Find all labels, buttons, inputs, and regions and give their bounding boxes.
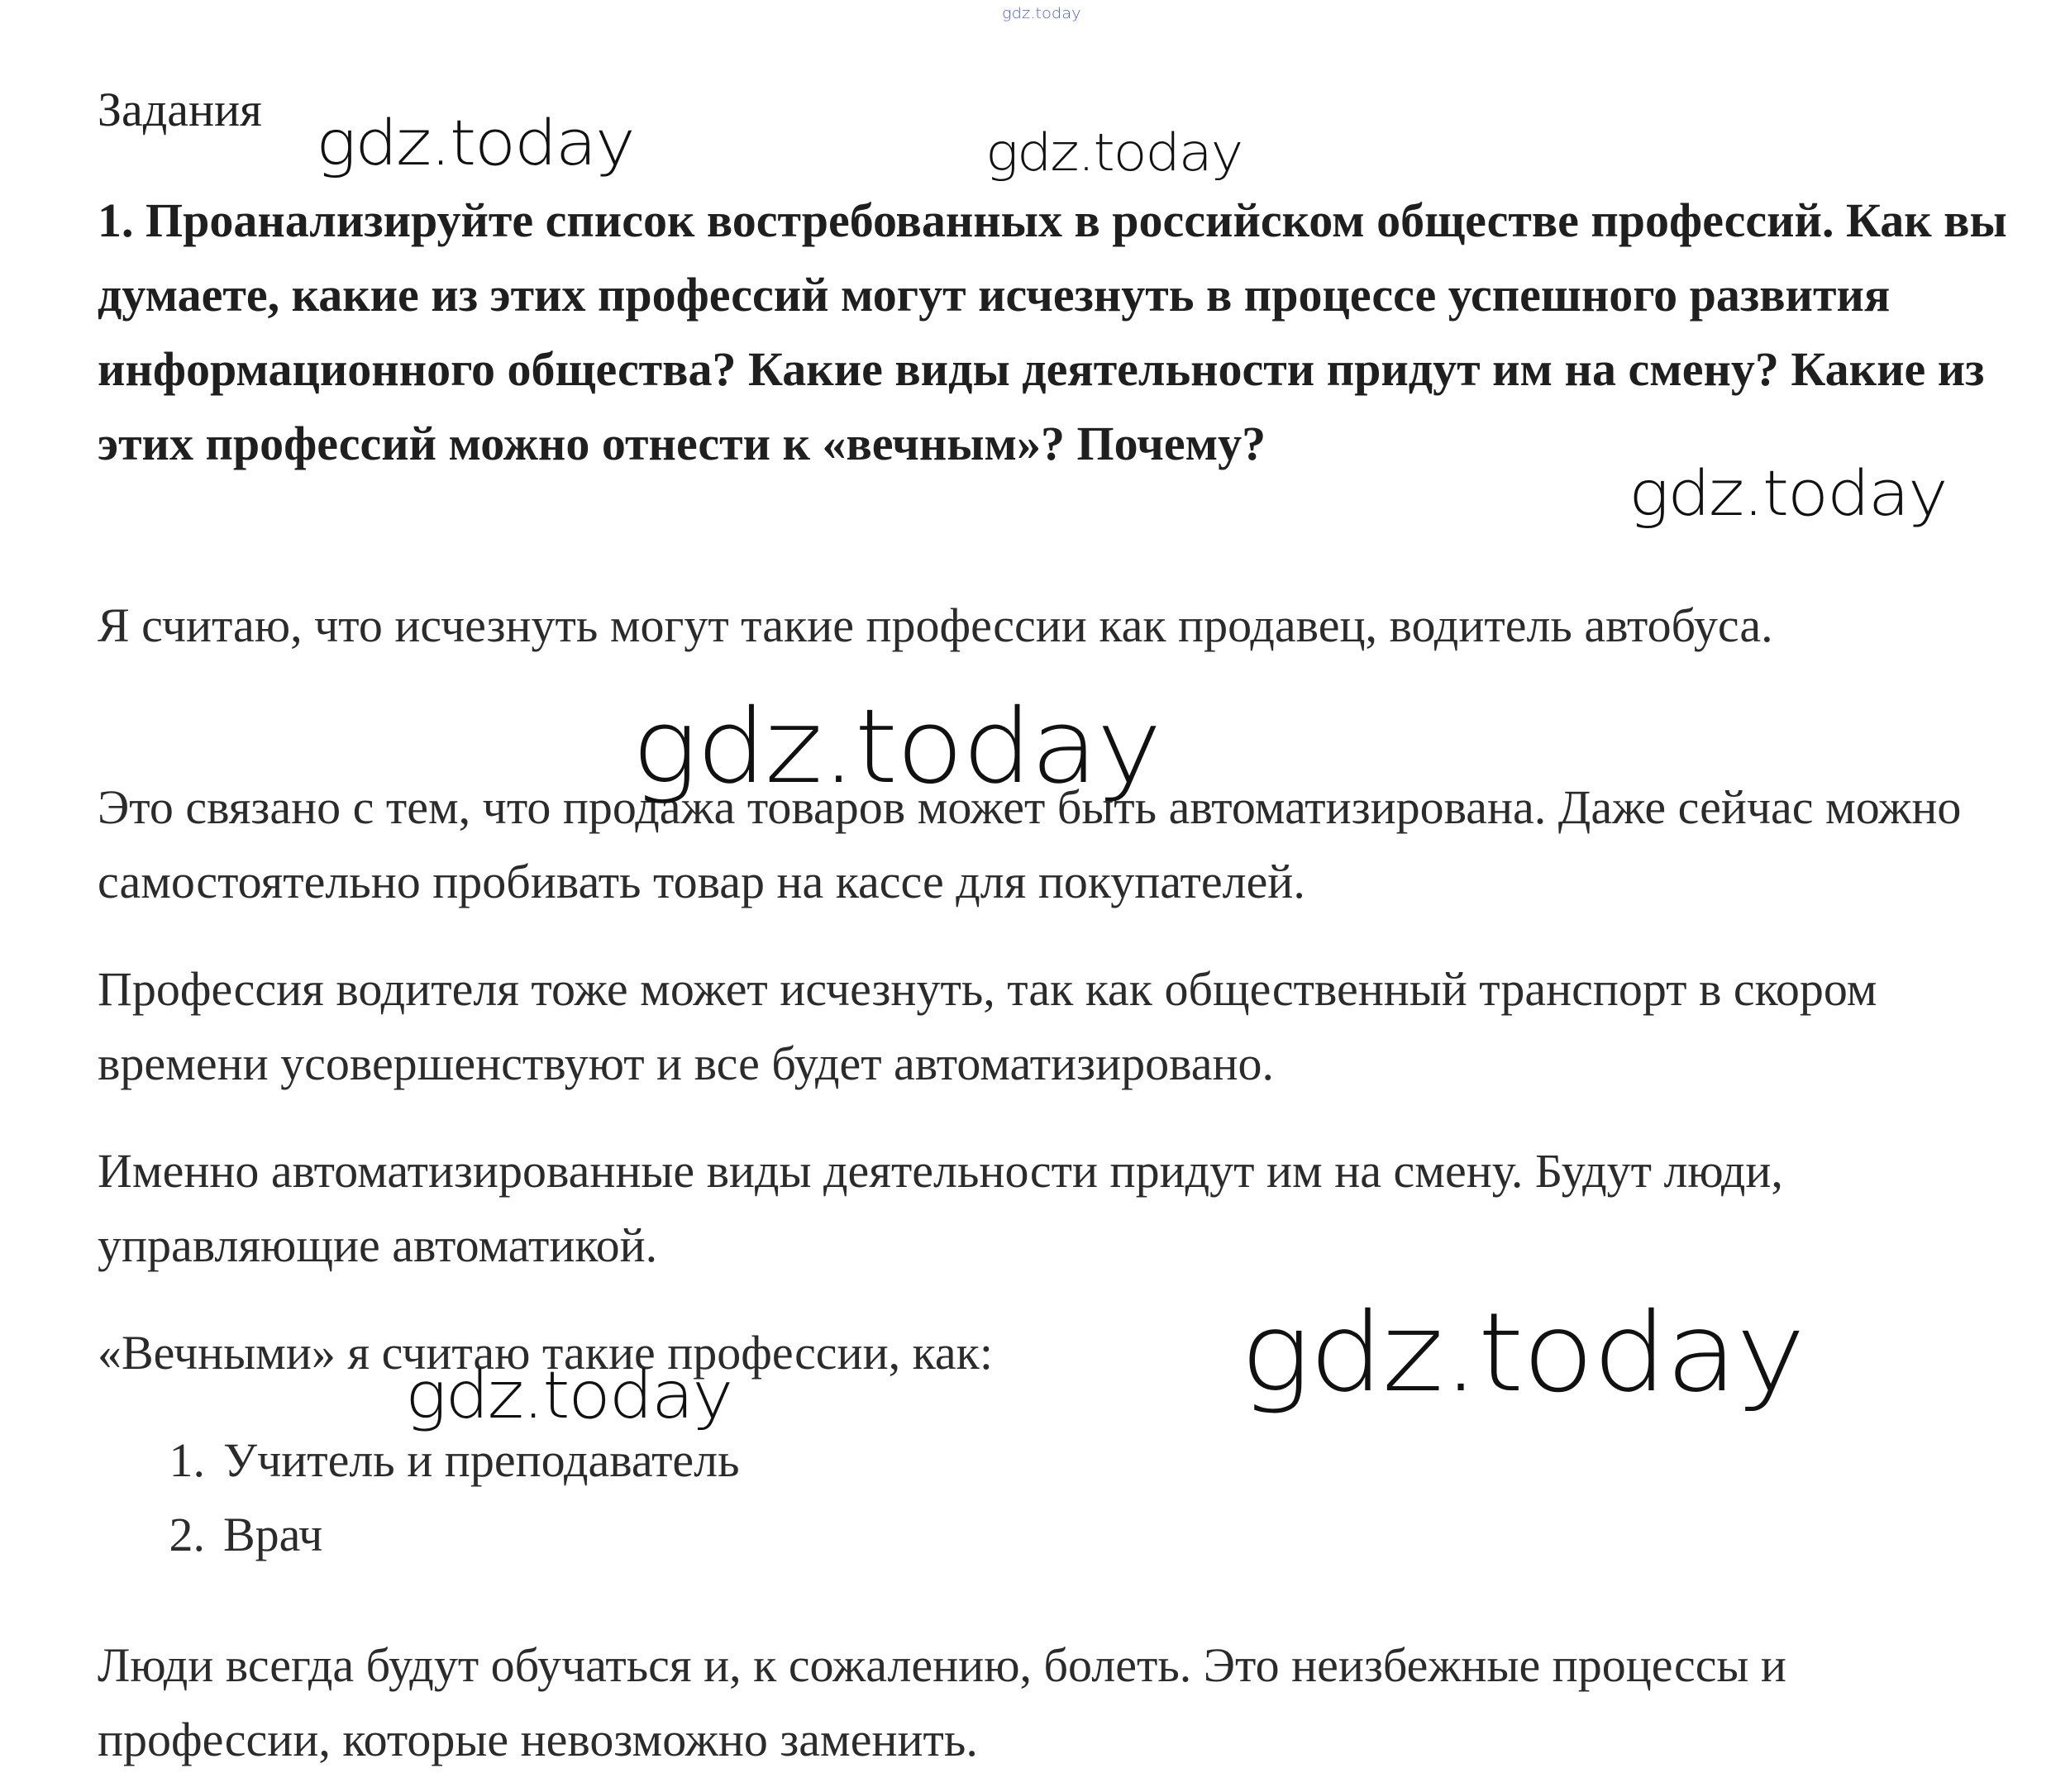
answer-paragraph-3: Профессия водителя тоже может исчезнуть, так как общественный транспорт в скором времени усовершенствуют и все будет автоматизировано. <box>98 962 1877 1090</box>
section-heading: Задания <box>98 83 262 136</box>
site-watermark: gdz.today <box>985 122 1243 183</box>
list-item <box>162 1498 740 1572</box>
list-item-number: 1. <box>169 1433 205 1487</box>
answer-paragraph-4: Именно автоматизированные виды деятельности придут им на смену. Будут люди, управляющие автоматикой. <box>98 1144 1783 1272</box>
site-watermark: gdz.today <box>405 1359 732 1433</box>
site-watermark: gdz.today <box>1629 456 1947 530</box>
list-item-text: Учитель и преподаватель <box>223 1433 740 1487</box>
site-watermark: gdz.today <box>1240 1289 1805 1417</box>
answer-paragraph-2: Это связано с тем, что продажа товаров может быть автоматизирована. Даже сейчас можно самостоятельно пробивать товар на кассе для покупателей. <box>98 780 1962 908</box>
answer-paragraph-6: Люди всегда будут обучаться и, к сожалению, болеть. Это неизбежные процессы и профессии, которые невозможно заменить. <box>98 1638 1786 1766</box>
list-item-text: Врач <box>223 1508 323 1561</box>
answer-paragraph-1: Я считаю, что исчезнуть могут такие профессии как продавец, водитель автобуса. <box>98 598 1773 652</box>
answer-paragraph-5: «Вечными» я считаю такие профессии, как: <box>98 1326 993 1380</box>
eternal-professions-list <box>162 1423 740 1572</box>
site-watermark: gdz.today <box>632 688 1161 807</box>
list-item-number: 2. <box>169 1508 205 1561</box>
task-question: 1. Проанализируйте список востребованных в российском обществе профессий. Как вы думаете, какие из этих профессий могут исчезнуть в процессе успешного развития информационного общества? Какие виды деятельности придут им на смену? Какие из этих профессий можно отнести к «вечным»? Почему? <box>98 193 2007 470</box>
site-watermark-small: gdz.today <box>1002 5 1081 22</box>
site-watermark: gdz.today <box>316 106 634 179</box>
list-item <box>162 1423 740 1498</box>
